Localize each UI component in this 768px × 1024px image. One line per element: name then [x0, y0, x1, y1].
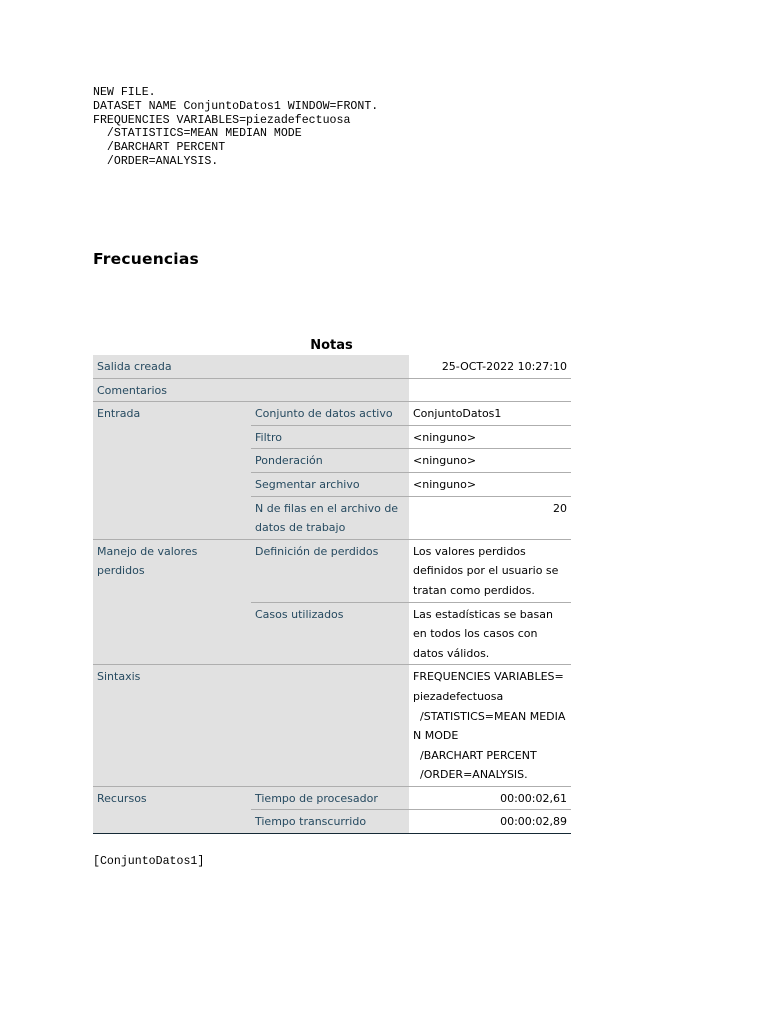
sublabel-n-filas: N de filas en el archivo de datos de trabajo [251, 496, 409, 539]
section-title: Frecuencias [93, 250, 199, 268]
sublabel-definicion: Definición de perdidos [251, 539, 409, 602]
sublabel-procesador: Tiempo de procesador [251, 786, 409, 810]
value-comentarios [409, 378, 571, 402]
syntax-line: NEW FILE. [93, 86, 156, 99]
value-n-filas: 20 [409, 496, 571, 539]
syntax-line: FREQUENCIES VARIABLES=piezadefectuosa [93, 113, 351, 127]
value-conjunto: ConjuntoDatos1 [409, 402, 571, 426]
table-row [93, 402, 571, 426]
syntax-line: /STATISTICS=MEAN MEDIAN MODE [93, 127, 302, 141]
sublabel-conjunto: Conjunto de datos activo [251, 402, 409, 426]
value-ponderacion: <ninguno> [409, 449, 571, 473]
sublabel-ponderacion: Ponderación [251, 449, 409, 473]
syntax-block [93, 86, 378, 169]
notas-table [93, 355, 571, 834]
table-row [93, 786, 571, 810]
syntax-line: DATASET NAME ConjuntoDatos1 WINDOW=FRONT. [93, 99, 379, 113]
value-segmentar: <ninguno> [409, 472, 571, 496]
row-label-salida-creada: Salida creada [93, 355, 409, 378]
syntax-line: /ORDER=ANALYSIS. [93, 154, 219, 168]
value-salida-creada: 25-OCT-2022 10:27:10 [409, 355, 571, 378]
table-row [93, 378, 571, 402]
row-label-sintaxis: Sintaxis [93, 665, 409, 787]
sublabel-segmentar: Segmentar archivo [251, 472, 409, 496]
dataset-tag: [ConjuntoDatos1] [93, 855, 205, 868]
syntax-line: /BARCHART PERCENT [93, 141, 226, 155]
row-label-entrada: Entrada [93, 402, 251, 540]
row-label-recursos: Recursos [93, 786, 251, 833]
sublabel-casos: Casos utilizados [251, 602, 409, 665]
value-transcurrido: 00:00:02,89 [409, 810, 571, 834]
sublabel-filtro: Filtro [251, 425, 409, 449]
table-title: Notas [310, 338, 353, 353]
table-row [93, 539, 571, 602]
sublabel-transcurrido: Tiempo transcurrido [251, 810, 409, 834]
value-casos: Las estadísticas se basan en todos los casos con datos válidos. [409, 602, 571, 665]
table-row [93, 355, 571, 378]
value-definicion: Los valores perdidos definidos por el usuario se tratan como perdidos. [409, 539, 571, 602]
value-filtro: <ninguno> [409, 425, 571, 449]
row-label-comentarios: Comentarios [93, 378, 409, 402]
table-row [93, 665, 571, 787]
value-procesador: 00:00:02,61 [409, 786, 571, 810]
value-sintaxis: FREQUENCIES VARIABLES=piezadefectuosa /STATISTICS=MEAN MEDIAN MODE /BARCHART PERCENT /ORDER=ANALYSIS. [409, 665, 571, 787]
row-label-manejo: Manejo de valores perdidos [93, 539, 251, 665]
